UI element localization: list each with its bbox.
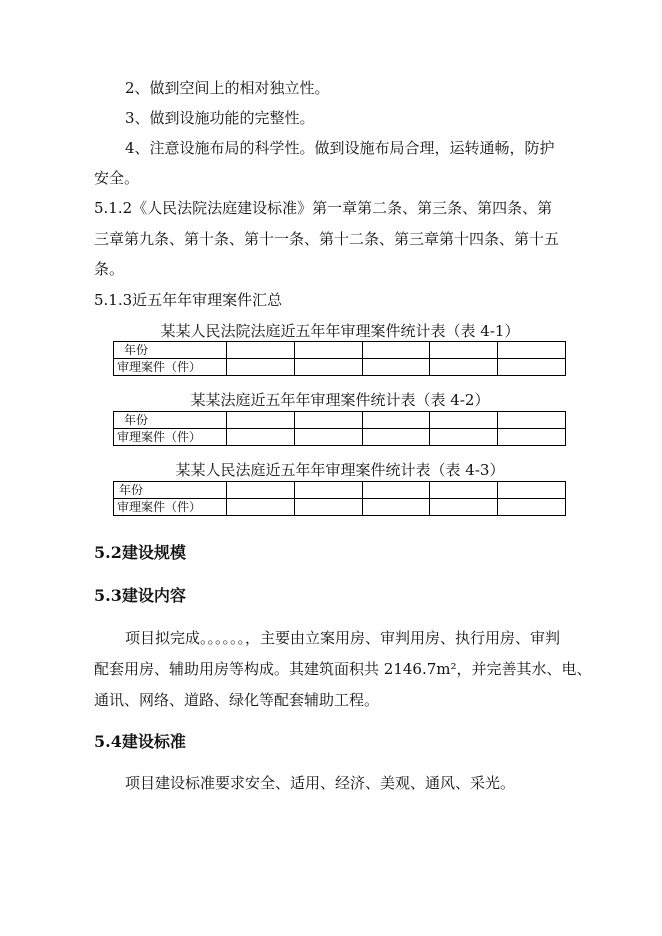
content-line2: 配套用房、辅助用房等构成。其建筑面积共 2146.7m²，并完善其水、电、 [94,660,592,678]
table-cell [430,429,498,446]
table-cell [430,482,498,499]
table-cell [430,359,498,376]
table-cell [498,429,566,446]
table-3 [113,481,566,516]
section-512-line3: 条。 [94,260,125,278]
heading-5-2: 5.2建设规模 [94,543,186,562]
table-cell [362,499,430,516]
section-513-title: 5.1.3近五年年审理案件汇总 [94,291,283,309]
table-cell [294,359,362,376]
table-cell [227,429,295,446]
content-line3: 通讯、网络、道路、绿化等配套辅助工程。 [94,691,380,709]
table-cell [430,499,498,516]
table-1 [113,341,566,376]
table-1-caption: 某某人民法院法庭近五年年审理案件统计表（表 4-1） [160,322,520,340]
table-row [114,342,566,359]
table-cell [498,342,566,359]
table-cell [294,342,362,359]
table-row [114,482,566,499]
table-cell [362,482,430,499]
table-3-cases-label: 审理案件（件） [114,499,227,516]
table-cell [498,412,566,429]
table-cell [362,412,430,429]
table-cell [430,412,498,429]
table-cell [498,499,566,516]
table-2-caption: 某某法庭近五年年审理案件统计表（表 4-2） [190,391,490,409]
item-2: 2、做到空间上的相对独立性。 [125,79,330,97]
table-cell [362,359,430,376]
table-cell [430,342,498,359]
table-row [114,499,566,516]
section-512-line2: 三章第九条、第十条、第十一条、第十二条、第三章第十四条、第十五 [94,230,560,248]
table-2 [113,411,566,446]
table-2-year-label: 年份 [114,412,227,429]
table-cell [294,412,362,429]
table-cell [498,359,566,376]
content-line1: 项目拟完成。。。。。。，主要由立案用房、审判用房、执行用房、审判 [125,629,561,647]
heading-5-4: 5.4建设标准 [94,732,186,751]
table-row [114,359,566,376]
table-cell [362,429,430,446]
table-cell [498,482,566,499]
table-cell [227,499,295,516]
table-1-year-label: 年份 [114,342,227,359]
table-row [114,429,566,446]
section-512-line1: 5.1.2《人民法院法庭建设标准》第一章第二条、第三条、第四条、第 [94,199,553,217]
table-1-cases-label: 审理案件（件） [114,359,227,376]
table-cell [227,359,295,376]
table-cell [227,482,295,499]
item-4: 4、注意设施布局的科学性。做到设施布局合理，运转通畅，防护 [125,139,555,157]
item-3: 3、做到设施功能的完整性。 [125,109,315,127]
standard-text: 项目建设标准要求安全、适用、经济、美观、通风、采光。 [125,774,516,792]
table-cell [294,429,362,446]
table-cell [227,342,295,359]
table-cell [294,482,362,499]
item-4-cont: 安全。 [94,169,140,187]
table-3-year-label: 年份 [114,482,227,499]
table-cell [227,412,295,429]
table-3-caption: 某某人民法庭近五年年审理案件统计表（表 4-3） [175,461,505,479]
table-cell [362,342,430,359]
table-row [114,412,566,429]
table-2-cases-label: 审理案件（件） [114,429,227,446]
table-cell [294,499,362,516]
heading-5-3: 5.3建设内容 [94,586,186,605]
